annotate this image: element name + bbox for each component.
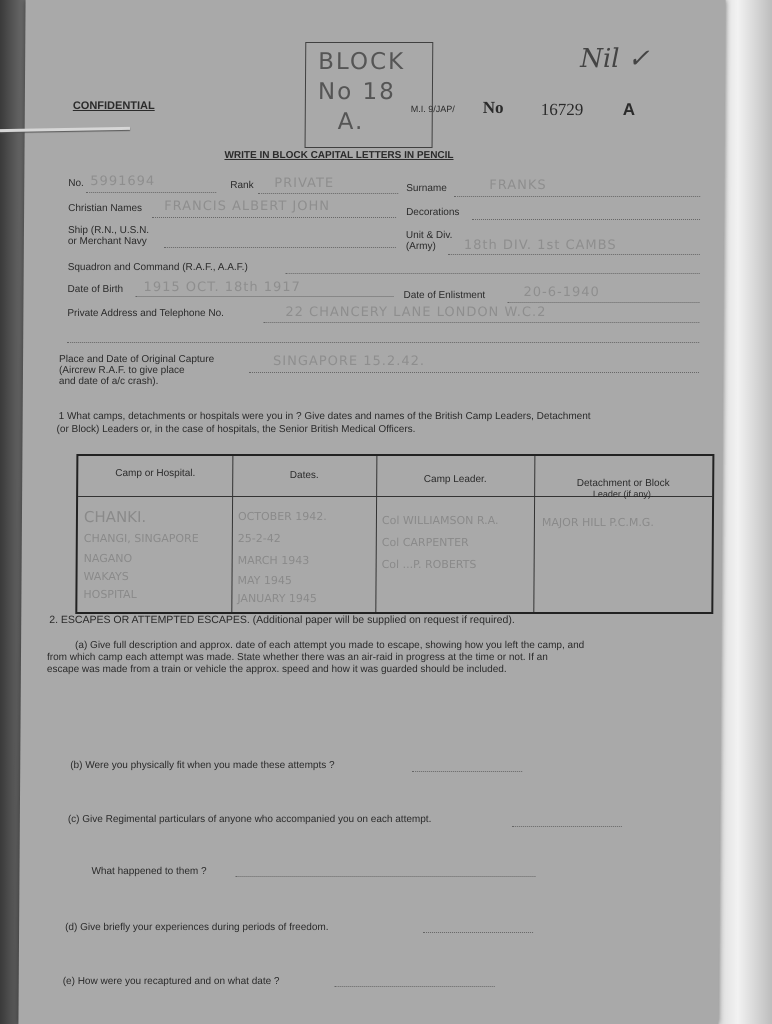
q2b-text: (b) Were you physically fit when you made these attempts ? [70, 760, 335, 771]
header-detachment-2: Leader (if any). [592, 489, 654, 499]
camp-cell-2: NAGANO [83, 552, 133, 565]
form-code: M.I. 9/JAP/ [410, 104, 455, 114]
handwritten-nil: Nil ✓ [580, 44, 650, 74]
ship-label-1: Ship (R.N., U.S.N. [67, 225, 150, 236]
date-cell-2: MARCH 1943 [237, 554, 310, 567]
capture-value: SINGAPORE 15.2.42. [272, 354, 426, 369]
date-cell-3: MAY 1945 [237, 574, 292, 587]
enlistment-label: Date of Enlistment [403, 290, 486, 301]
address-label: Private Address and Telephone No. [67, 308, 225, 319]
ship-label-2: or Merchant Navy [67, 236, 147, 247]
enlistment-value: 20-6-1940 [523, 285, 600, 300]
instruction-heading: WRITE IN BLOCK CAPITAL LETTERS IN PENCIL [224, 150, 454, 161]
q1-line-1: 1 What camps, detachments or hospitals were you in ? Give dates and names of the British Camp Leaders, Detachment [58, 411, 591, 422]
address-value: 22 CHANCERY LANE LONDON W.C.2 [285, 305, 547, 320]
camps-table [75, 454, 714, 614]
decorations-label: Decorations [406, 207, 460, 218]
rank-label: Rank [230, 180, 254, 191]
header-camp: Camp or Hospital. [115, 468, 196, 479]
christian-names-label: Christian Names [68, 203, 143, 214]
header-dates: Dates. [289, 470, 319, 481]
q2a-line-2: from which camp each attempt was made. State whether there was an air-raid in progress at the time or not. If an [46, 652, 548, 663]
stamp-line-2: No 18 [317, 79, 396, 105]
detachment-cell-0: MAJOR HILL P.C.M.G. [541, 516, 654, 529]
date-cell-0: OCTOBER 1942. [237, 510, 327, 523]
block-stamp [305, 42, 434, 148]
capture-label-2: (Aircrew R.A.F. to give place [58, 365, 185, 376]
camp-cell-4: HOSPITAL [83, 588, 137, 601]
camp-cell-3: WAKAYS [83, 570, 129, 583]
capture-label-1: Place and Date of Original Capture [59, 354, 215, 365]
christian-names-value: FRANCIS ALBERT JOHN [164, 199, 331, 214]
stamp-line-3: A. [337, 109, 365, 135]
number-label: No [482, 98, 504, 117]
surname-value: FRANKS [489, 178, 547, 193]
q2c-followup: What happened to them ? [91, 866, 207, 877]
form-sheet [18, 0, 725, 1024]
unit-label-1: Unit & Div. [405, 230, 453, 241]
q2a-line-3: escape was made from a train or vehicle the approx. speed and how it was guarded should be included. [46, 664, 507, 675]
q1-line-2: (or Block) Leaders or, in the case of hospitals, the Senior British Medical Officers. [56, 424, 416, 435]
q2c-text: (c) Give Regimental particulars of anyone who accompanied you on each attempt. [67, 814, 432, 825]
header-camp-leader: Camp Leader. [423, 474, 487, 485]
leader-cell-2: Col ...P. ROBERTS [381, 558, 477, 571]
form-suffix: A [622, 100, 636, 119]
stamp-line-1: BLOCK [318, 49, 406, 75]
dob-label: Date of Birth [67, 284, 124, 295]
camp-cell-0: CHANKI. [83, 508, 147, 526]
camp-cell-1: CHANGI, SINGAPORE [83, 532, 199, 545]
surname-label: Surname [406, 183, 447, 194]
date-cell-1: 25-2-42 [237, 532, 281, 545]
no-label: No. [68, 178, 84, 189]
rank-value: PRIVATE [274, 176, 335, 191]
leader-cell-0: Col WILLIAMSON R.A. [381, 514, 499, 527]
q2e-text: (e) How were you recaptured and on what date ? [62, 976, 280, 987]
capture-label-3: and date of a/c crash). [58, 376, 159, 387]
dob-value: 1915 OCT. 18th 1917 [143, 280, 301, 295]
q2d-text: (d) Give briefly your experiences during periods of freedom. [65, 922, 329, 933]
header-detachment: Detachment or Block [576, 478, 670, 489]
confidential-heading: CONFIDENTIAL [72, 100, 155, 112]
unit-value: 18th DIV. 1st CAMBS [463, 238, 617, 253]
date-cell-4: JANUARY 1945 [237, 592, 317, 605]
unit-label-2: (Army) [405, 241, 436, 252]
squadron-label: Squadron and Command (R.A.F., A.A.F.) [67, 262, 248, 273]
leader-cell-1: Col CARPENTER [381, 536, 469, 549]
q2-heading: 2. ESCAPES OR ATTEMPTED ESCAPES. (Additional paper will be supplied on request if required). [49, 614, 515, 626]
no-value: 5991694 [90, 174, 156, 189]
form-number: 16729 [540, 100, 584, 119]
q2a-line-1: (a) Give full description and approx. date of each attempt you made to escape, showing how you left the camp, and [75, 640, 585, 651]
